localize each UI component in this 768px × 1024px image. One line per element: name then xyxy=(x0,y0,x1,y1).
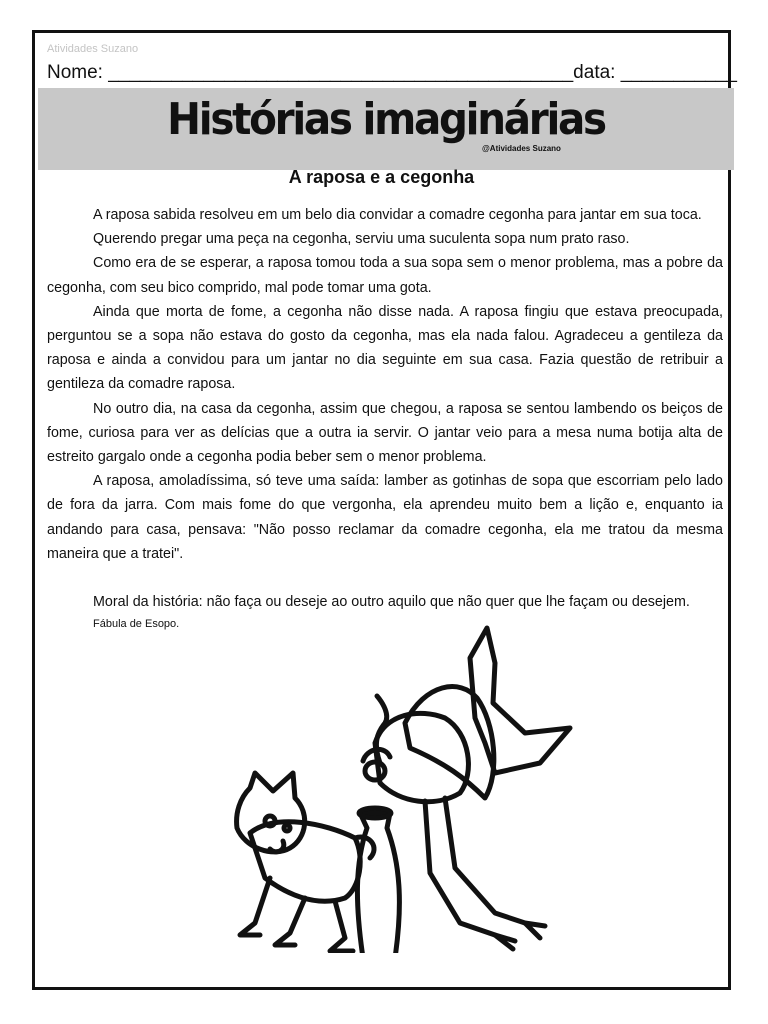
story-body xyxy=(47,203,723,566)
fox-leg xyxy=(330,901,353,951)
banner-title: Histórias imaginárias xyxy=(167,94,605,145)
title-banner xyxy=(38,88,734,170)
banner-credit: @Atividades Suzano xyxy=(482,144,561,153)
story-paragraph: Como era de se esperar, a raposa tomou toda a sua sopa sem o menor problema, mas a pobre da cegonha, com seu bico comprido, mal pode tomar uma gota. xyxy=(47,255,723,296)
story-source: Fábula de Esopo. xyxy=(93,618,180,630)
story-paragraph: Ainda que morta de fome, a cegonha não disse nada. A raposa fingiu que estava preocupada, perguntou se a sopa não estava do gosto da cegonha, mas ela nada falou. Agradeceu a gentileza da raposa e ainda a convidou para um jantar no dia seguinte em sua casa. Fazia questão de retribuir a gentileza da comadre raposa. xyxy=(47,303,723,393)
stork-wing xyxy=(405,687,494,798)
stork-leg xyxy=(445,798,525,923)
story-paragraph: Querendo pregar uma peça na cegonha, serviu uma suculenta sopa num prato raso. xyxy=(93,231,630,248)
name-date-line: Nome: ____________________________________________data: ___________ xyxy=(47,62,737,83)
bottle xyxy=(357,813,399,953)
fox-leg xyxy=(275,898,305,945)
story-title: A raposa e a cegonha xyxy=(288,167,475,187)
story-paragraph: A raposa, amoladíssima, só teve uma saída: lamber as gotinhas de sopa que escorriam pelo lado de fora da jarra. Com mais fome do que vergonha, ela aprendeu muito bem a lição e, enquanto ia andando para casa, pensava: "Não posso reclamar da comadre cegonha, ela me tratou da mesma maneira que a tratei". xyxy=(47,473,723,562)
stork-tail xyxy=(470,628,570,773)
worksheet-frame xyxy=(32,30,737,990)
fox-leg xyxy=(240,878,270,935)
story-paragraph: A raposa sabida resolveu em um belo dia convidar a comadre cegonha para jantar em sua toca. xyxy=(93,207,702,223)
fox-head xyxy=(237,773,305,852)
story-moral: Moral da história: não faça ou deseje ao outro aquilo que não quer que lhe façam ou desejem. xyxy=(93,594,690,610)
stork-leg xyxy=(425,801,495,935)
fox-tongue xyxy=(270,841,284,852)
story-paragraph: No outro dia, na casa da cegonha, assim que chegou, a raposa se sentou lambendo os beiços de fome, curiosa para ver as delícias que a outra ia servir. O jantar veio para a mesa numa botija alta de estreito gargalo onde a cegonha podia beber sem o menor problema. xyxy=(47,400,723,466)
fox-and-stork-drawing xyxy=(195,623,585,953)
watermark-text: Atividades Suzano xyxy=(47,43,139,55)
